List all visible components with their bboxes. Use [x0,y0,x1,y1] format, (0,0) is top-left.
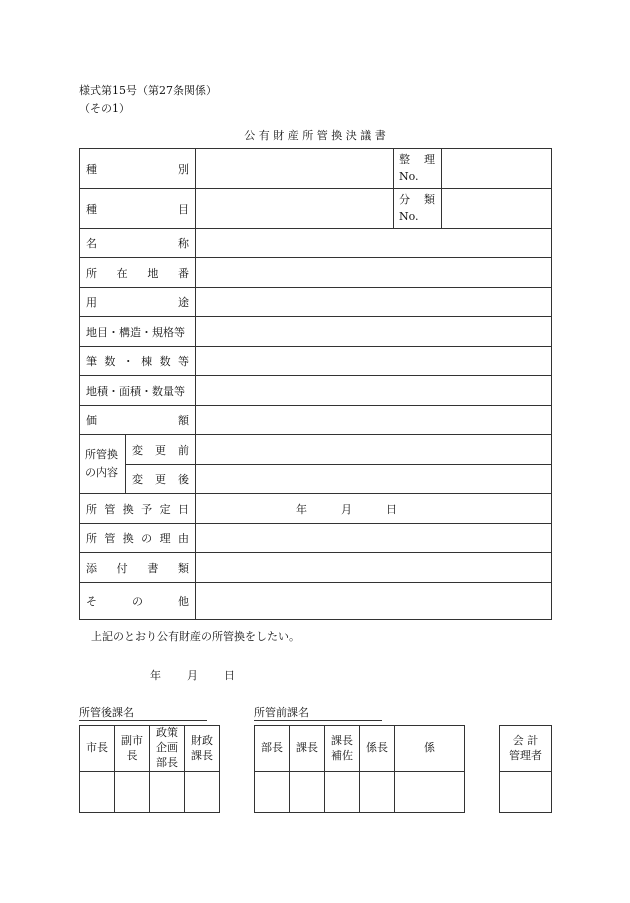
form-part: （その1） [79,102,130,115]
field-land-structure[interactable] [196,317,552,347]
label-name: 名 称 [86,237,189,250]
row-land-structure [80,317,552,347]
row-kind [80,149,552,189]
label-price: 価 額 [86,414,189,427]
label-item: 種 目 [86,202,189,216]
label-attachments: 添 付 書 類 [86,561,189,575]
field-arrangement-no[interactable] [442,149,552,189]
row-scheduled-date [80,494,552,524]
stamp-box-accounting-manager[interactable] [500,772,552,813]
field-before-change[interactable] [196,435,552,465]
stamp-label-finance-chief: 財政課長 [185,726,220,772]
field-name[interactable] [196,229,552,258]
stamp-box-vice-mayor[interactable] [115,772,150,813]
field-use[interactable] [196,288,552,317]
row-name [80,229,552,258]
stamp-box-assistant-chief[interactable] [325,772,360,813]
label-transfer-content: 所管換 の内容 [85,448,118,479]
stamp-label-assistant-chief: 課長補佐 [325,726,360,772]
field-count[interactable] [196,347,552,376]
row-price [80,406,552,435]
field-kind[interactable] [196,149,394,189]
stamp-label-mayor: 市長 [80,726,115,772]
row-item [80,189,552,229]
row-other [80,583,552,620]
label-kind: 種 別 [86,162,189,176]
stamp-box-mayor[interactable] [80,772,115,813]
row-area [80,376,552,406]
date-placeholders: 年 月 日 [296,502,397,516]
statement-text: 上記のとおり公有財産の所管換をしたい。 [91,630,300,643]
stamp-box-chief[interactable] [290,772,325,813]
stamp-label-director: 部長 [255,726,290,772]
stamp-box-director[interactable] [255,772,290,813]
stamp-label-vice-mayor: 副市長 [115,726,150,772]
stamp-box-finance-chief[interactable] [185,772,220,813]
approval-before-table [254,725,465,813]
label-before-change: 変 更 前 [132,443,189,457]
label-classification-no: 分 類 No. [399,193,435,223]
form-title: 公 有 財 産 所 管 換 決 議 書 [244,129,386,142]
stamp-label-chief: 課長 [290,726,325,772]
row-attachments [80,553,552,583]
row-count [80,347,552,376]
field-location[interactable] [196,258,552,288]
approval-after-table [79,725,220,813]
field-area[interactable] [196,376,552,406]
label-reason: 所 管 換 の 理 由 [86,532,189,545]
stamp-box-staff[interactable] [395,772,465,813]
label-count: 筆 数 ・ 棟 数 等 [86,355,189,368]
field-attachments[interactable] [196,553,552,583]
stamp-box-section-head[interactable] [360,772,395,813]
field-item[interactable] [196,189,394,229]
label-location: 所 在 地 番 [86,266,189,280]
stamp-box-policy-director[interactable] [150,772,185,813]
field-reason[interactable] [196,524,552,553]
row-use [80,288,552,317]
statement-date: 年 月 日 [150,669,235,682]
accounting-manager-table [499,725,552,813]
row-location [80,258,552,288]
label-after-change: 変 更 後 [132,473,189,486]
field-scheduled-date[interactable] [196,494,552,524]
field-price[interactable] [196,406,552,435]
stamp-label-section-head: 係長 [360,726,395,772]
before-dept-label: 所管前課名 [254,704,382,721]
label-land-structure: 地目・構造・規格等 [86,325,185,339]
label-scheduled-date: 所 管 換 予 定 日 [86,502,189,516]
stamp-label-accounting-manager: 会 計 管理者 [500,726,552,772]
field-other[interactable] [196,583,552,620]
form-number: 様式第15号（第27条関係） [79,84,217,97]
field-after-change[interactable] [196,465,552,494]
label-area: 地積・面積・数量等 [86,384,185,398]
row-after-change [80,465,552,494]
label-use: 用 途 [86,296,189,309]
after-dept-label: 所管後課名 [79,704,207,721]
row-reason [80,524,552,553]
stamp-label-staff: 係 [395,726,465,772]
field-classification-no[interactable] [442,189,552,229]
label-arrangement-no: 整 理 No. [399,153,435,183]
stamp-label-policy-director: 政策企画部長 [150,726,185,772]
row-before-change [80,435,552,465]
main-form-table [79,148,552,620]
label-other: そ の 他 [86,595,189,608]
